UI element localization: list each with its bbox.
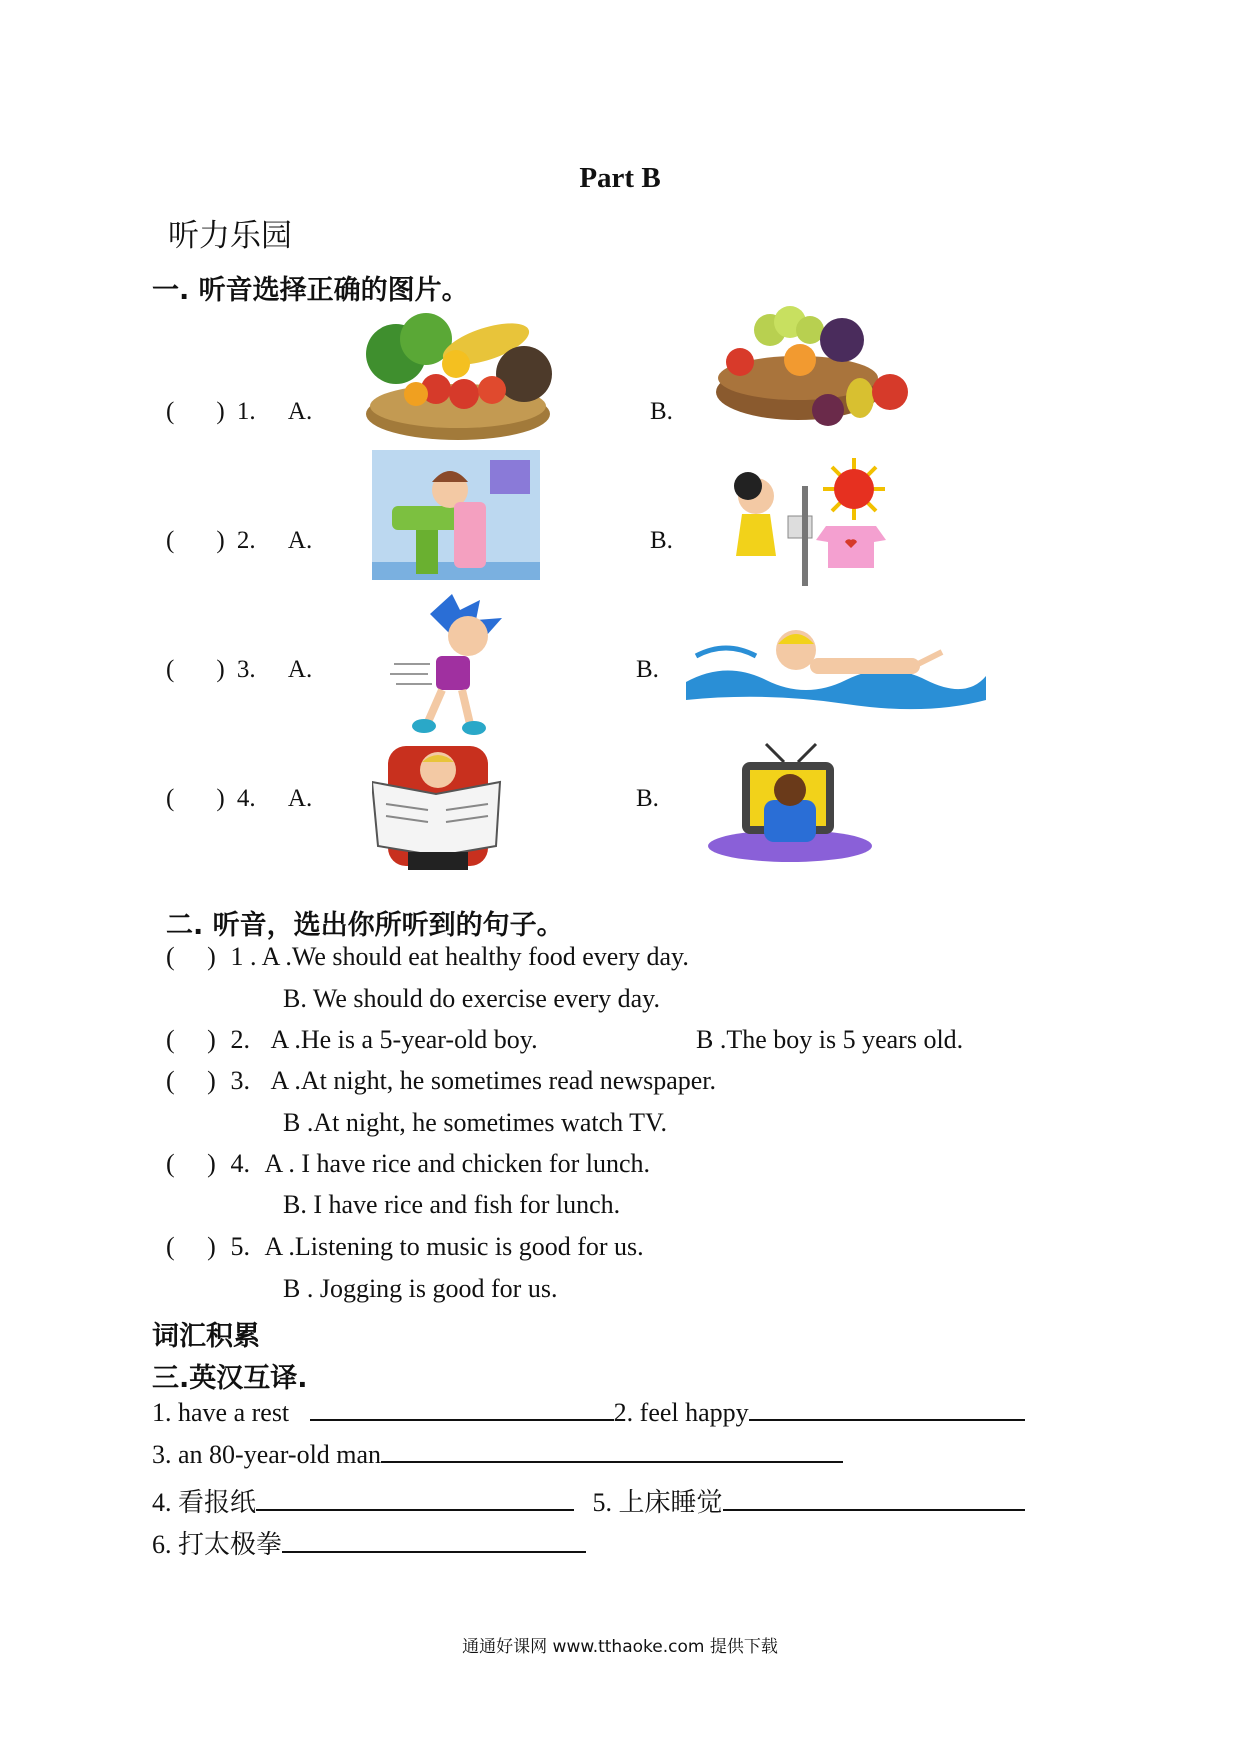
answer-paren-close: ): [216, 527, 225, 554]
swimming-boy-picture[interactable]: [686, 620, 986, 716]
option-b-label: B.: [636, 656, 659, 683]
question-number: 5.: [230, 1232, 250, 1261]
answer-paren-close: ): [216, 656, 225, 683]
s1-q4-row: [166, 785, 312, 813]
option-b-text: B. We should do exercise every day.: [283, 984, 660, 1013]
answer-blank-2[interactable]: [749, 1418, 1025, 1421]
option-a-label: A.: [287, 398, 313, 425]
question-number: 3.: [230, 1066, 250, 1095]
section1-heading: 一. 听音选择正确的图片。: [152, 275, 469, 306]
running-boy-picture[interactable]: [390, 594, 520, 738]
answer-blank-6[interactable]: [282, 1550, 586, 1553]
washing-clothes-sun-picture[interactable]: [726, 456, 906, 588]
answer-paren[interactable]: ( ): [166, 942, 216, 971]
option-b-text: B .At night, he sometimes watch TV.: [283, 1108, 667, 1137]
option-a-text: A .We should eat healthy food every day.: [261, 942, 689, 971]
s2-q4-row: [166, 1149, 650, 1179]
s2-q2-row: [166, 1025, 538, 1055]
s1-q1-row: [166, 398, 312, 426]
question-number: 4.: [230, 1149, 250, 1178]
option-b-label: B.: [650, 398, 673, 425]
vocab-item-2: 2. feel happy: [613, 1398, 749, 1427]
section3-heading: 三.英汉互译.: [152, 1363, 308, 1394]
option-a-label: A.: [287, 785, 313, 812]
option-a-label: A.: [287, 527, 313, 554]
answer-paren-close: ): [216, 785, 225, 812]
section2-heading: 二. 听音，选出你所听到的句子。: [166, 910, 564, 941]
s3-row-3: [152, 1482, 1025, 1519]
s3-row-2: [152, 1440, 843, 1470]
answer-paren-open[interactable]: (: [166, 785, 175, 812]
s1-q2-row: [166, 527, 312, 555]
vocab-heading: 词汇积累: [152, 1321, 260, 1352]
watching-tv-picture[interactable]: [706, 734, 886, 866]
question-number: 2.: [236, 527, 256, 554]
s1-q3-row: [166, 656, 312, 684]
option-b-text: B . Jogging is good for us.: [283, 1274, 558, 1303]
answer-paren[interactable]: ( ): [166, 1066, 216, 1095]
option-b-text: B .The boy is 5 years old.: [696, 1025, 964, 1054]
vegetables-picture[interactable]: [356, 294, 560, 446]
s3-row-4: [152, 1524, 586, 1561]
question-number: 3.: [236, 656, 256, 683]
question-number: 1.: [236, 398, 256, 425]
answer-paren[interactable]: ( ): [166, 1025, 216, 1054]
footer-credit: 通通好课网 www.tthaoke.com 提供下载: [462, 1637, 778, 1657]
answer-blank-4[interactable]: [256, 1508, 574, 1511]
answer-blank-5[interactable]: [723, 1508, 1025, 1511]
page-title: Part B: [579, 162, 661, 194]
option-a-text: A . I have rice and chicken for lunch.: [264, 1149, 651, 1178]
question-number: 1 .: [230, 942, 257, 971]
question-number: 4.: [236, 785, 256, 812]
answer-blank-3[interactable]: [381, 1460, 843, 1463]
answer-paren[interactable]: ( ): [166, 1149, 216, 1178]
option-b-label: B.: [650, 527, 673, 554]
question-number: 2.: [230, 1025, 250, 1054]
vocab-item-4: 4. 看报纸: [152, 1488, 257, 1517]
reading-newspaper-picture[interactable]: [372, 740, 504, 874]
option-a-text: A .At night, he sometimes read newspaper.: [270, 1066, 717, 1095]
girl-washing-face-picture[interactable]: [372, 450, 540, 580]
s2-q1-row: [166, 942, 689, 972]
vocab-item-5: 5. 上床睡觉: [592, 1488, 723, 1517]
listening-heading: 听力乐园: [168, 218, 292, 254]
vocab-item-3: 3. an 80-year-old man: [152, 1440, 382, 1469]
answer-paren-close: ): [216, 398, 225, 425]
option-a-label: A.: [287, 656, 313, 683]
s3-row-1: [152, 1398, 1025, 1428]
answer-paren-open[interactable]: (: [166, 527, 175, 554]
option-b-text: B. I have rice and fish for lunch.: [283, 1190, 621, 1219]
s2-q5-row: [166, 1232, 644, 1262]
answer-paren-open[interactable]: (: [166, 398, 175, 425]
answer-paren[interactable]: ( ): [166, 1232, 216, 1261]
vocab-item-1: 1. have a rest: [152, 1398, 290, 1427]
option-a-text: A .Listening to music is good for us.: [264, 1232, 644, 1261]
option-b-label: B.: [636, 785, 659, 812]
vocab-item-6: 6. 打太极拳: [152, 1530, 283, 1559]
s2-q3-row: [166, 1066, 716, 1096]
option-a-text: A .He is a 5-year-old boy.: [270, 1025, 538, 1054]
answer-blank-1[interactable]: [310, 1418, 614, 1421]
answer-paren-open[interactable]: (: [166, 656, 175, 683]
fruit-basket-picture[interactable]: [710, 300, 910, 440]
